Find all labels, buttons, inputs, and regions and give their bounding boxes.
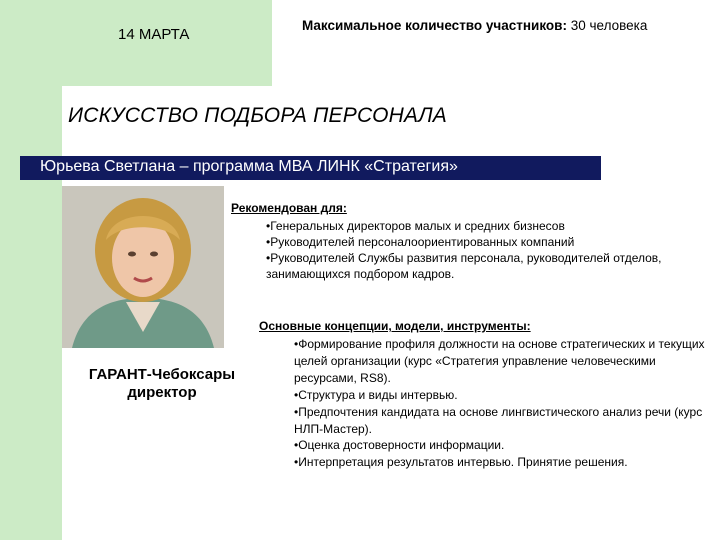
speaker-photo: [62, 186, 224, 348]
list-item: •Интерпретация результатов интервью. Принятие решения.: [294, 455, 628, 470]
list-item: •Руководителей персоналоориентированных компаний: [266, 235, 575, 249]
max-participants-value: 30 человека: [570, 18, 648, 33]
event-date: 14 МАРТА: [118, 26, 190, 43]
concepts-title: Основные концепции, модели, инструменты:: [259, 319, 531, 333]
max-participants: [302, 18, 647, 33]
list-item: •Генеральных директоров малых и средних бизнесов: [266, 219, 565, 233]
date-box: [62, 0, 272, 86]
list-item: •Руководителей Службы развития персонала, руководителей отделов, занимающихся подбором кадров.: [266, 251, 662, 281]
program-text: Юрьева Светлана – программа МВА ЛИНК «Стратегия»: [40, 158, 458, 175]
speaker-portrait-icon: [62, 186, 224, 348]
left-green-band: [0, 0, 62, 540]
speaker-position: директор: [127, 384, 197, 401]
list-item: •Предпочтения кандидата на основе лингвистического анализ речи (курс НЛП-Мастер).: [294, 404, 703, 436]
recommended-title: Рекомендован для:: [231, 201, 347, 215]
concepts-list: [294, 336, 714, 471]
list-item: •Формирование профиля должности на основе стратегических и текущих целей организации (курс «Стратегия управление человеческими ресурсами, RS8).: [294, 337, 705, 385]
speaker-company: ГАРАНТ-Чебоксары: [88, 366, 236, 383]
course-title: ИСКУССТВО ПОДБОРА ПЕРСОНАЛА: [68, 104, 448, 127]
recommended-list: [266, 218, 706, 282]
list-item: •Оценка достоверности информации.: [294, 438, 505, 453]
list-item: •Структура и виды интервью.: [294, 387, 458, 402]
max-participants-label: Максимальное количество участников:: [302, 18, 567, 33]
program-bar: [20, 156, 601, 180]
speaker-info: [62, 366, 262, 402]
